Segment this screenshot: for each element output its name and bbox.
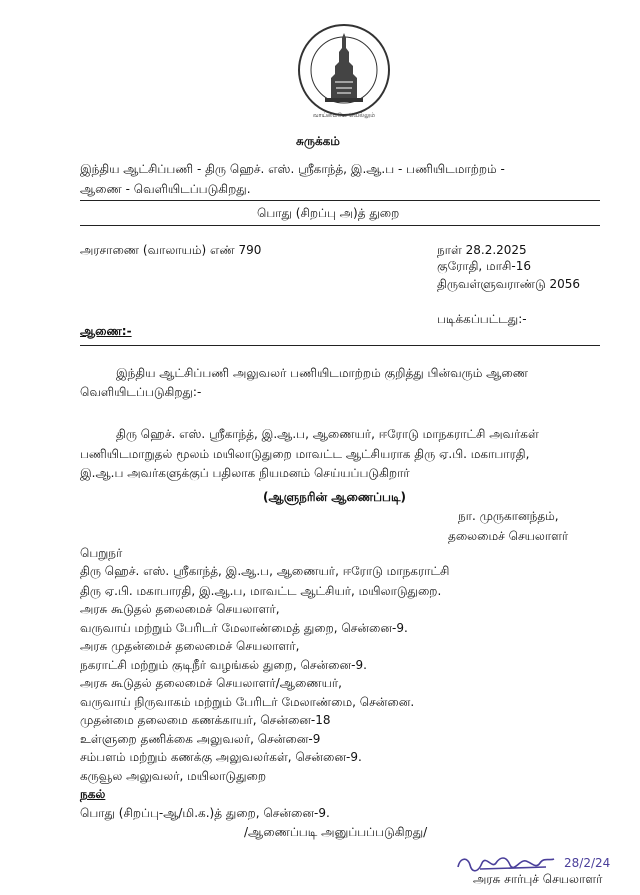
divider [80, 345, 600, 346]
recipient-line: நகராட்சி மற்றும் குடிநீர் வழங்கல் துறை, சென்னை-9. [80, 658, 367, 672]
by-order-of-governor: (ஆளுநரின் ஆணைப்படி) [263, 490, 406, 504]
recipient-line: உள்ளுறை தணிக்கை அலுவலர், சென்னை-9 [80, 732, 321, 746]
divider [80, 200, 600, 201]
tamil-nadu-emblem [295, 22, 393, 122]
recipient-line: திரு ஏ.பி. மகாபாரதி, இ.ஆ.ப, மாவட்ட ஆட்சியர், மயிலாடுதுறை. [80, 584, 442, 598]
forwarded-note: /ஆணைப்படி அனுப்பப்படுகிறது/ [244, 825, 428, 839]
recipient-line: அரசு முதன்மைச் தலைமைச் செயலாளர், [80, 639, 300, 653]
divider [80, 225, 600, 226]
order-heading: ஆணை:- [80, 324, 132, 338]
recipient-line: சம்பளம் மற்றும் கணக்கு அலுவலர்கள், சென்னை-9. [80, 750, 362, 764]
department: பொது (சிறப்பு அ)த் துறை [257, 206, 400, 220]
recipient-line: முதன்மை தலைமை கணக்காயர், சென்னை-18 [80, 713, 331, 727]
copy-heading: நகல் [80, 787, 106, 801]
section-officer-title: அரசு சார்புச் செயலாளர் [473, 872, 603, 886]
read-label: படிக்கப்பட்டது:- [437, 312, 527, 326]
order-para-2-line-2: பணியிடமாறுதல் மூலம் மயிலாடுதுறை மாவட்ட ஆட்சியராக திரு ஏ.பி. மகாபாரதி, [80, 447, 530, 461]
order-para-1-line-1: இந்திய ஆட்சிப்பணி அலுவலர் பணியிடமாற்றம் குறித்து பின்வரும் ஆணை [116, 366, 528, 380]
order-date: நாள் 28.2.2025 [437, 243, 527, 257]
recipient-line: கருவூல அலுவலர், மயிலாடுதுறை [80, 769, 266, 783]
recipient-line: வருவாய் நிருவாகம் மற்றும் பேரிடர் மேலாண்மை, சென்னை. [80, 695, 415, 709]
thiruvalluvar-year: திருவள்ளுவராண்டு 2056 [437, 277, 581, 291]
signatory-name: நா. முருகானந்தம், [458, 509, 559, 523]
order-para-2-line-3: இ.ஆ.ப அவர்களுக்குப் பதிலாக நியமனம் செய்யப்படுகிறார் [80, 466, 410, 480]
recipient-line: அரசு கூடுதல் தலைமைச் செயலாளர்/ஆணையர், [80, 676, 342, 690]
summary-heading: சுருக்கம் [296, 134, 340, 148]
copy-line: பொது (சிறப்பு-ஆ/மி.க.)த் துறை, சென்னை-9. [80, 806, 330, 820]
order-para-1-line-2: வெளியிடப்படுகிறது:- [80, 385, 202, 399]
go-number: அரசாணை (வாலாயம்) எண் 790 [80, 243, 262, 257]
subject-line-1: இந்திய ஆட்சிப்பணி - திரு ஹெச். எஸ். ஸ்ரீகாந்த், இ.ஆ.ப - பணியிடமாற்றம் - [80, 162, 505, 176]
subject-line-2: ஆணை - வெளியிடப்படுகிறது. [80, 182, 251, 196]
order-para-2-line-1: திரு ஹெச். எஸ். ஸ்ரீகாந்த், இ.ஆ.ப, ஆணையர், ஈரோடு மாநகராட்சி அவர்கள் [116, 427, 539, 441]
recipients-heading: பெறுநர் [80, 546, 123, 560]
recipient-line: அரசு கூடுதல் தலைமைச் செயலாளர், [80, 602, 280, 616]
signature-date: 28/2/24 [564, 856, 611, 870]
tamil-date: குரோதி, மாசி-16 [437, 259, 531, 273]
recipient-line: திரு ஹெச். எஸ். ஸ்ரீகாந்த், இ.ஆ.ப, ஆணையர், ஈரோடு மாநகராட்சி [80, 564, 450, 578]
signatory-title: தலைமைச் செயலாளர் [448, 529, 569, 543]
emblem-motto: வாய்மையே வெல்லும் [312, 112, 376, 119]
recipient-line: வருவாய் மற்றும் பேரிடர் மேலாண்மைத் துறை, சென்னை-9. [80, 621, 408, 635]
